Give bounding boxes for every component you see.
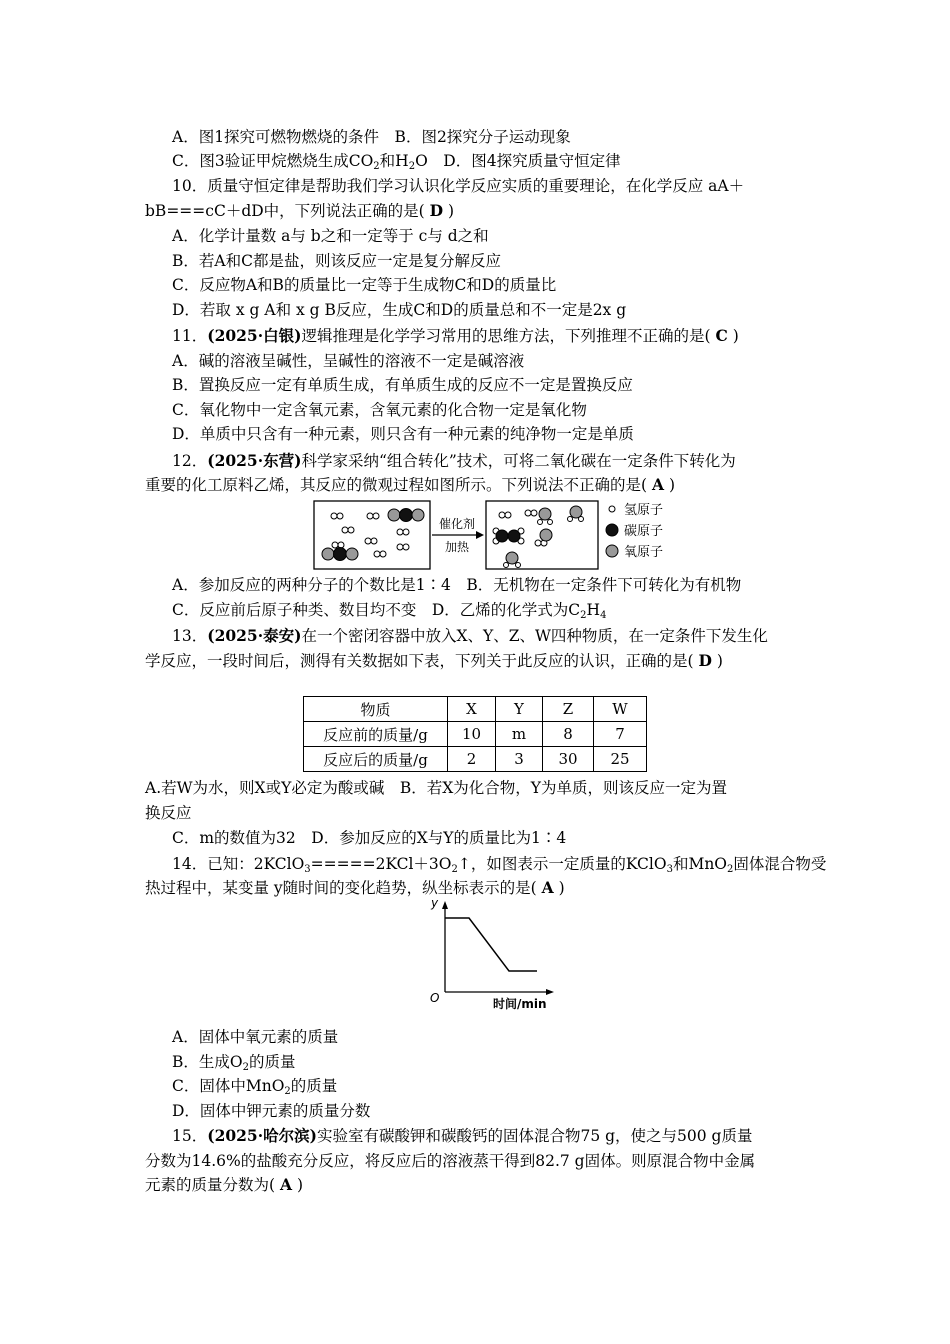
q11-option-c: C．氧化物中一定含氧元素，含氧元素的化合物一定是氧化物	[172, 401, 587, 419]
subscript: 2	[727, 864, 734, 875]
q14-text-3: ↑，如图表示一定质量的KClO	[457, 855, 667, 873]
q13-options-ab-line1: A.若W为水，则X或Y必定为酸或碱 B．若X为化合物，Y为单质，则该反应一定为置	[145, 779, 727, 797]
subscript: 2	[373, 161, 380, 172]
subscript: 4	[600, 610, 607, 621]
table-header: 物质	[304, 697, 448, 722]
q12-answer: A	[652, 475, 665, 494]
arrow-condition-catalyst: 催化剂	[438, 517, 476, 531]
q10-option-b: B．若A和C都是盐，则该反应一定是复分解反应	[172, 252, 501, 270]
y-axis-label: y	[431, 896, 439, 910]
q13-answer: D	[698, 651, 712, 670]
hydrogen-atom-icon	[609, 506, 615, 512]
q14-answer: A	[541, 878, 554, 897]
q12-stem-text: 科学家采纳“组合转化”技术，可将二氧化碳在一定条件下转化为	[301, 452, 736, 470]
q10-stem-text: bB===cC＋dD中，下列说法正确的是(	[145, 202, 425, 220]
q12-stem-line1	[172, 451, 736, 471]
q11-source: (2025·白银)	[207, 326, 302, 345]
q15-stem-text: 实验室有碳酸钾和碳酸钙的固体混合物75 g，使之与500 g质量	[316, 1127, 753, 1145]
q14-option-a: A．固体中氧元素的质量	[172, 1028, 339, 1046]
q13-options-ab-line2: 换反应	[145, 804, 192, 822]
q13-number: 13．	[172, 627, 208, 645]
q14-text-4: 和MnO	[672, 855, 728, 873]
q14-option-c-text-2: 的质量	[290, 1077, 338, 1095]
q9-options-ab: A．图1探究可燃物燃烧的条件 B．图2探究分子运动现象	[172, 128, 571, 146]
table-header: Y	[496, 697, 543, 722]
q13-close-paren: )	[716, 652, 723, 670]
q10-stem-line1: 10．质量守恒定律是帮助我们学习认识化学反应实质的重要理论，在化学反应 aA＋	[172, 177, 745, 195]
q13-options-cd: C．m的数值为32 D．参加反应的X与Y的质量比为1∶4	[172, 829, 567, 847]
q10-close-paren: )	[448, 202, 455, 220]
subscript: 3	[666, 864, 673, 875]
legend-oxygen: 氧原子	[624, 545, 664, 560]
q15-source: (2025·哈尔滨)	[207, 1126, 317, 1145]
table-cell: 7	[594, 722, 647, 747]
q15-stem-line1	[172, 1126, 752, 1146]
table-cell: m	[496, 722, 543, 747]
subscript: 2	[580, 610, 587, 621]
q9-option-d-text: O D．图4探究质量守恒定律	[415, 152, 621, 170]
table-cell: 反应前的质量/g	[304, 722, 448, 747]
q13-stem-text: 在一个密闭容器中放入X、Y、Z、W四种物质，在一定条件下发生化	[301, 627, 768, 645]
mass-data-table	[303, 696, 647, 772]
q14-text-2: =====2KCl＋3O	[310, 855, 452, 873]
legend-hydrogen: 氢原子	[624, 503, 664, 518]
x-axis-label: 时间/min	[493, 997, 547, 1011]
q14-option-b-text-2: 的质量	[248, 1053, 296, 1071]
q11-answer: C	[715, 326, 728, 345]
subscript: 2	[242, 1062, 249, 1073]
q14-option-b	[172, 1052, 296, 1078]
q11-stem	[172, 326, 739, 346]
table-cell: 3	[496, 747, 543, 772]
q9-option-c-text-2: 和H	[379, 152, 409, 170]
q15-stem-text-3: 元素的质量分数为(	[145, 1176, 276, 1194]
q10-option-c: C．反应物A和B的质量比一定等于生成物C和D的质量比	[172, 276, 557, 294]
q11-option-d: D．单质中只含有一种元素，则只含有一种元素的纯净物一定是单质	[172, 425, 634, 443]
q9-option-c-text: C．图3验证甲烷燃烧生成CO	[172, 152, 374, 170]
q10-answer: D	[429, 201, 444, 220]
q14-stem-line2	[145, 878, 565, 898]
subscript: 2	[451, 864, 458, 875]
table-cell: 30	[543, 747, 594, 772]
table-cell: 8	[543, 722, 594, 747]
q12-option-d-text: H	[586, 601, 601, 619]
subscript: 2	[408, 161, 416, 172]
q14-option-b-text: B．生成O	[172, 1053, 243, 1071]
arrow-condition-heat: 加热	[444, 540, 470, 554]
q14-text-5: 固体混合物受	[733, 855, 827, 873]
table-header-row	[304, 697, 647, 722]
q13-source: (2025·泰安)	[207, 626, 302, 645]
table-cell: 25	[594, 747, 647, 772]
oxygen-atom-icon	[606, 545, 618, 557]
q9-options-cd	[172, 151, 621, 177]
q14-text: 14．已知：2KClO	[172, 855, 305, 873]
q11-stem-text: 逻辑推理是化学学习常用的思维方法，下列推理不正确的是(	[301, 327, 711, 345]
q11-number: 11．	[172, 327, 208, 345]
q14-close-paren: )	[558, 879, 565, 897]
q13-stem-line1	[172, 626, 768, 646]
q11-close-paren: )	[732, 327, 739, 345]
subscript: 3	[304, 864, 311, 875]
reaction-diagram	[310, 497, 664, 573]
q15-answer: A	[280, 1175, 293, 1194]
q12-option-c-text: C．反应前后原子种类、数目均不变 D．乙烯的化学式为C	[172, 601, 581, 619]
q13-stem-text-2: 学反应，一段时间后，测得有关数据如下表，下列关于此反应的认识，正确的是(	[145, 652, 694, 670]
q12-number: 12．	[172, 452, 208, 470]
subscript: 2	[284, 1086, 291, 1097]
table-cell: 10	[448, 722, 496, 747]
table-header: W	[594, 697, 647, 722]
table-row	[304, 747, 647, 772]
q12-options-cd	[172, 600, 606, 626]
q15-number: 15．	[172, 1127, 208, 1145]
legend-carbon: 碳原子	[624, 524, 664, 539]
q14-stem-text: 热过程中，某变量 y随时间的变化趋势，纵坐标表示的是(	[145, 879, 537, 897]
q14-option-c	[172, 1076, 337, 1102]
q14-option-c-text: C．固体中MnO	[172, 1077, 285, 1095]
y-time-graph	[425, 896, 565, 1012]
q14-option-d: D．固体中钾元素的质量分数	[172, 1102, 371, 1120]
q12-stem-text-2: 重要的化工原料乙烯，其反应的微观过程如图所示。下列说法不正确的是(	[145, 476, 648, 494]
q10-stem-line2	[145, 201, 454, 221]
q12-source: (2025·东营)	[207, 451, 302, 470]
q15-stem-line3	[145, 1175, 303, 1195]
q10-option-a: A．化学计量数 a与 b之和一定等于 c与 d之和	[172, 227, 489, 245]
carbon-atom-icon	[606, 524, 618, 536]
q15-stem-line2: 分数为14.6%的盐酸充分反应，将反应后的溶液蒸干得到82.7 g固体。则原混合物中金属	[145, 1152, 756, 1170]
table-cell: 反应后的质量/g	[304, 747, 448, 772]
q12-options-ab: A．参加反应的两种分子的个数比是1∶4 B．无机物在一定条件下可转化为有机物	[172, 576, 742, 594]
q14-stem-line1	[172, 854, 826, 880]
q10-option-d: D．若取 x g A和 x g B反应，生成C和D的质量总和不一定是2x g	[172, 301, 627, 319]
table-header: X	[448, 697, 496, 722]
table-header: Z	[543, 697, 594, 722]
q11-option-a: A．碱的溶液呈碱性，呈碱性的溶液不一定是碱溶液	[172, 352, 525, 370]
q15-close-paren: )	[296, 1176, 304, 1194]
q11-option-b: B．置换反应一定有单质生成，有单质生成的反应不一定是置换反应	[172, 376, 633, 394]
table-row	[304, 722, 647, 747]
origin-label: O	[430, 991, 440, 1005]
q13-stem-line2	[145, 651, 723, 671]
q12-stem-line2	[145, 475, 675, 495]
q12-close-paren: )	[668, 476, 676, 494]
table-cell: 2	[448, 747, 496, 772]
